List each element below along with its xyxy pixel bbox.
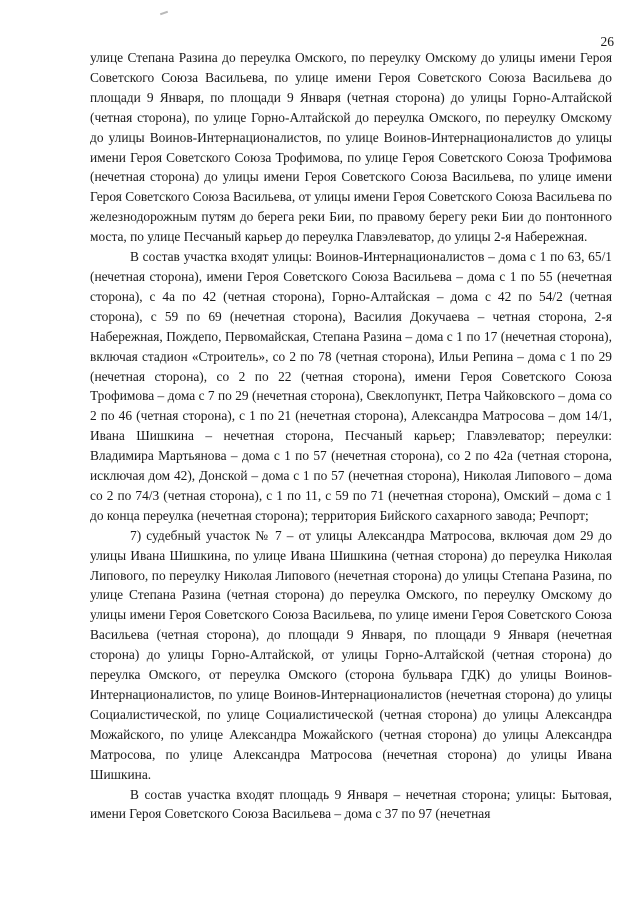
page-number: 26 (600, 34, 614, 49)
paragraph-route-continuation: улице Степана Разина до переулка Омского, по переулку Омскому до улицы имени Героя Советского Союза Васильева, по улице имени Героя Советского Союза Васильева до площади 9 Января, по площади 9 Января (четная сторона) до улицы Горно-Алтайской (четная сторона), по улице Горно-Алтайской до переулка Омского, по переулку Омскому до улицы Воинов-Интернационалистов, по улице Воинов-Интернационалистов до улицы имени Героя Советского Союза Трофимова, по улице Героя Советского Союза Трофимова (нечетная сторона) до улицы имени Героя Советского Союза Васильева, по улице имени Героя Советского Союза Васильева, от улицы имени Героя Советского Союза Васильева по железнодорожным путям до берега реки Бии, по правому берегу реки Бии до понтонного моста, по улице Песчаный карьер до переулка Главэлеватор, до улицы 2-я Набережная. (90, 50, 612, 245)
scan-mark (160, 11, 168, 16)
paragraph-streets-section-6: В состав участка входят улицы: Воинов-Интернационалистов – дома с 1 по 63, 65/1 (нечетная сторона), имени Героя Советского Союза Васильева – дома с 1 по 55 (нечетная сторона), с 4а по 42 (четная сторона), Горно-Алтайская – дома с 42 по 54/2 (четная сторона), с 59 по 69 (нечетная сторона), Василия Докучаева – четная сторона, 2-я Набережная, Пождепо, Первомайская, Степана Разина – дома с 1 по 17 (нечетная сторона), включая стадион «Строитель», со 2 по 78 (четная сторона), Ильи Репина – дома с 1 по 29 (нечетная сторона), со 2 по 22 (четная сторона), имени Героя Советского Союза Трофимова – дома с 7 по 29 (нечетная сторона), Свеклопункт, Петра Чайковского – дома со 2 по 46 (четная сторона), с 1 по 21 (нечетная сторона), Александра Матросова – дом 14/1, Ивана Шишкина – нечетная сторона, Песчаный карьер; Главэлеватор; переулки: Владимира Мартьянова – дома с 1 по 57 (нечетная сторона), со 2 по 42а (четная сторона, исключая дом 42), Донской – дома с 1 по 57 (нечетная сторона), Николая Липового – дома со 2 по 74/3 (четная сторона), с 1 по 11, с 59 по 71 (нечетная сторона), Омский – дома с 1 до конца переулка (нечетная сторона); территория Бийского сахарного завода; Речпорт; (90, 249, 612, 523)
paragraph-streets-section-7: В состав участка входят площадь 9 Января – нечетная сторона; улицы: Бытовая, имени Героя Советского Союза Васильева – дома с 37 по 97 (нечетная (90, 786, 612, 822)
paragraph-court-section-7: 7) судебный участок № 7 – от улицы Александра Матросова, включая дом 29 до улицы Ивана Шишкина, по улице Ивана Шишкина (четная сторона) до переулка Николая Липового, по переулку Николая Липового (нечетная сторона) до улицы Степана Разина, по улице Степана Разина (четная сторона) до переулка Омского, по переулку Омскому до улицы имени Героя Советского Союза Васильева, по улице имени Героя Советского Союза Васильева (четная сторона), до площади 9 Января, по площади 9 Января (нечетная сторона) до улицы Горно-Алтайской, от улицы Горно-Алтайской (четная сторона) до переулка Омского, от переулка Омского (сторона бульвара ГДК) до улицы Воинов-Интернационалистов, по улице Воинов-Интернационалистов (нечетная сторона) до улицы Социалистической, по улице Социалистической (четная сторона) до улицы Александра Можайского, по улице Александра Можайского (четная сторона) до улицы Александра Матросова, по улице Александра Матросова (нечетная сторона) до улицы Ивана Шишкина. (90, 527, 612, 782)
document-body (90, 48, 612, 824)
